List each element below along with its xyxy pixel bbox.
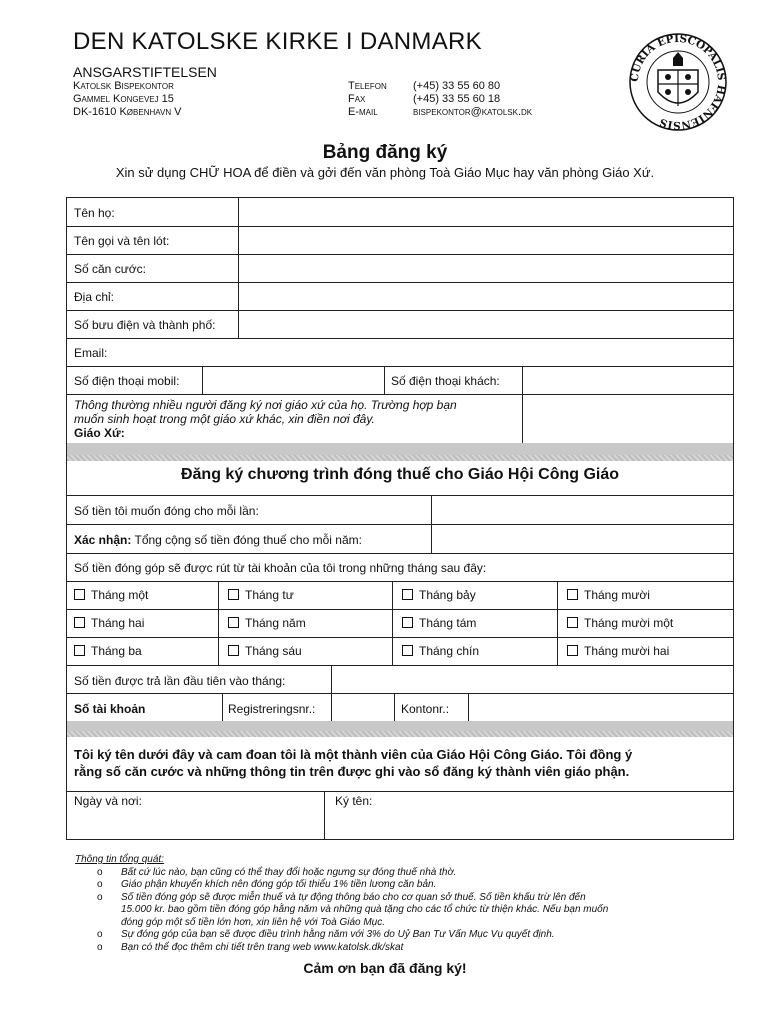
month-option-october[interactable] (567, 588, 650, 602)
checkbox[interactable] (74, 589, 85, 600)
parish-label: Giáo Xứ: (74, 426, 125, 440)
address-line: Gammel Kongevej 15 (73, 93, 174, 105)
bullet: o (97, 891, 103, 903)
postal-city-field[interactable] (239, 311, 733, 338)
phone-value: (+45) 33 55 60 80 (413, 80, 501, 92)
declaration-line: Tôi ký tên dưới đây và cam đoan tôi là một thành viên của Giáo Hội Công Giáo. Tôi đồng ý (74, 747, 633, 762)
contact-values (413, 80, 532, 119)
section-divider (67, 721, 733, 731)
month-option-february[interactable] (74, 616, 144, 630)
month-option-november[interactable] (567, 616, 673, 630)
email-value: bispekontor@katolsk.dk (413, 106, 533, 118)
account-label: Số tài khoản (74, 702, 146, 716)
confirm-bold: Xác nhận: (74, 533, 132, 547)
info-item: Số tiền đóng góp sẽ được miễn thuế và tự động thông báo cho cơ quan sở thuế. Số tiền khấu trừ lên đến (121, 891, 586, 903)
annual-total-field[interactable] (432, 525, 733, 553)
amount-field[interactable] (432, 496, 733, 524)
declaration-text (74, 746, 729, 780)
parish-note-line: Thông thường nhiều người đăng ký nơi giáo xứ của họ. Trường hợp bạn (74, 398, 457, 412)
month-option-april[interactable] (228, 588, 294, 602)
seal-text: CURIA EPISCOPALIS HAFNIENSIS (628, 32, 728, 132)
info-item: Giáo phận khuyến khích nên đóng góp tối thiểu 1% tiền lương căn bản. (121, 879, 437, 890)
bullet: o (97, 866, 103, 878)
registration-form (66, 197, 734, 840)
date-place-field[interactable] (67, 792, 324, 839)
contact-labels (348, 80, 387, 119)
month-label: Tháng sáu (245, 644, 302, 658)
confirm-label (74, 533, 362, 547)
confirm-text: Tổng cộng số tiền đóng thuế cho mỗi năm: (134, 533, 362, 547)
address-label: Địa chỉ: (74, 290, 115, 304)
month-option-june[interactable] (228, 644, 302, 658)
info-item-continued: 15.000 kr. bao gồm tiền đóng góp hằng năm và những quà tặng cho các tổ chức từ thiện khác. Nếu bạn muốn (121, 904, 609, 915)
checkbox[interactable] (402, 645, 413, 656)
month-option-august[interactable] (402, 616, 476, 630)
surname-label: Tên họ: (74, 206, 115, 220)
date-place-label: Ngày và nơi: (74, 794, 142, 808)
bullet: o (97, 879, 103, 890)
email-label: E-mail (348, 106, 378, 118)
checkbox[interactable] (228, 645, 239, 656)
account-number-field[interactable] (469, 694, 733, 721)
fax-label: Fax (348, 93, 366, 105)
organization-subtitle: ANSGARSTIFTELSEN (73, 64, 217, 80)
parish-field[interactable] (523, 395, 733, 443)
amount-label: Số tiền tôi muốn đóng cho mỗi lần: (74, 504, 259, 518)
checkbox[interactable] (228, 617, 239, 628)
section-divider-hatch (67, 455, 733, 461)
month-option-july[interactable] (402, 588, 476, 602)
month-label: Tháng ba (91, 644, 142, 658)
checkbox[interactable] (402, 589, 413, 600)
signature-field[interactable] (325, 792, 733, 839)
info-item: Sự đóng góp của bạn sẽ được điều trình hằng năm với 3% do Uỷ Ban Tư Vấn Mục Vụ quyết định. (121, 929, 555, 940)
parish-note (74, 398, 514, 440)
mobile-label: Số điện thoại mobil: (74, 374, 180, 388)
month-option-december[interactable] (567, 644, 669, 658)
email-label: Email: (74, 346, 108, 360)
info-item: Bất cứ lúc nào, bạn cũng có thể thay đổi hoặc ngưng sự đóng thuế nhà thờ. (121, 866, 457, 878)
reg-number-field[interactable] (332, 694, 394, 721)
month-label: Tháng chín (419, 644, 480, 658)
month-label: Tháng hai (91, 616, 145, 630)
month-label: Tháng mười hai (584, 644, 670, 658)
first-month-field[interactable] (332, 666, 733, 693)
account-number-label: Kontonr.: (401, 702, 450, 716)
section-divider-hatch (67, 731, 733, 737)
section-divider (67, 443, 733, 455)
surname-field[interactable] (239, 198, 733, 226)
address-field[interactable] (239, 283, 733, 310)
mobile-field[interactable] (203, 367, 383, 394)
info-item: Bạn có thể đọc thêm chi tiết trên trang web www.katolsk.dk/skat (121, 941, 404, 953)
month-option-september[interactable] (402, 644, 479, 658)
form-title: Bảng đăng ký (322, 142, 448, 163)
checkbox[interactable] (567, 645, 578, 656)
given-name-label: Tên gọi và tên lót: (74, 234, 170, 248)
month-label: Tháng bảy (419, 588, 476, 602)
month-label: Tháng tám (419, 616, 477, 630)
info-item-continued: đóng góp một số tiền lớn hơn, xin liên hệ với Toà Giáo Mục. (121, 916, 386, 928)
parish-note-line: muốn sinh hoạt trong một giáo xứ khác, xin điền nơi đây. (74, 412, 375, 426)
phone-label: Telefon (348, 80, 387, 92)
fax-value: (+45) 33 55 60 18 (413, 93, 501, 105)
month-label: Tháng một (91, 588, 149, 602)
bullet: o (97, 941, 103, 953)
checkbox[interactable] (567, 617, 578, 628)
checkbox[interactable] (228, 589, 239, 600)
id-number-field[interactable] (239, 255, 733, 282)
month-label: Tháng năm (245, 616, 306, 630)
home-phone-field[interactable] (523, 367, 733, 394)
checkbox[interactable] (402, 617, 413, 628)
signature-label: Ký tên: (335, 794, 373, 808)
tax-section-heading: Đăng ký chương trình đóng thuế cho Giáo Hội Công Giáo (180, 466, 620, 483)
months-intro: Số tiền đóng góp sẽ được rút từ tài khoản của tôi trong những tháng sau đây: (74, 561, 487, 575)
month-label: Tháng mười một (584, 616, 674, 630)
home-phone-label: Số điện thoại khách: (391, 374, 500, 388)
first-month-label: Số tiền được trả lần đầu tiên vào tháng: (74, 674, 286, 688)
checkbox[interactable] (74, 617, 85, 628)
bullet: o (97, 929, 103, 940)
address-block (73, 80, 182, 119)
form-instruction: Xin sử dụng CHỮ HOA để điền và gởi đến văn phòng Toà Giáo Mục hay văn phòng Giáo Xứ. (115, 165, 655, 180)
given-name-field[interactable] (239, 227, 733, 254)
checkbox[interactable] (567, 589, 578, 600)
diocese-seal-icon (628, 32, 728, 132)
month-option-march[interactable] (74, 644, 142, 658)
address-line: DK-1610 København V (73, 106, 182, 118)
month-label: Tháng tư (245, 588, 294, 602)
postal-city-label: Số bưu điện và thành phố: (74, 318, 216, 332)
declaration-line: rằng số căn cước và những thông tin trên được ghi vào sổ đăng ký thành viên giáo phận. (74, 764, 630, 779)
thank-you-text: Cảm ơn bạn đã đăng ký! (303, 960, 467, 976)
month-label: Tháng mười (584, 588, 650, 602)
month-option-may[interactable] (228, 616, 306, 630)
id-number-label: Số căn cước: (74, 262, 146, 276)
checkbox[interactable] (74, 645, 85, 656)
general-info-heading: Thông tin tổng quát: (75, 854, 164, 865)
organization-name: DEN KATOLSKE KIRKE I DANMARK (73, 28, 482, 55)
month-option-january[interactable] (74, 588, 148, 602)
address-line: Katolsk Bispekontor (73, 80, 174, 92)
reg-number-label: Registreringsnr.: (228, 702, 316, 716)
